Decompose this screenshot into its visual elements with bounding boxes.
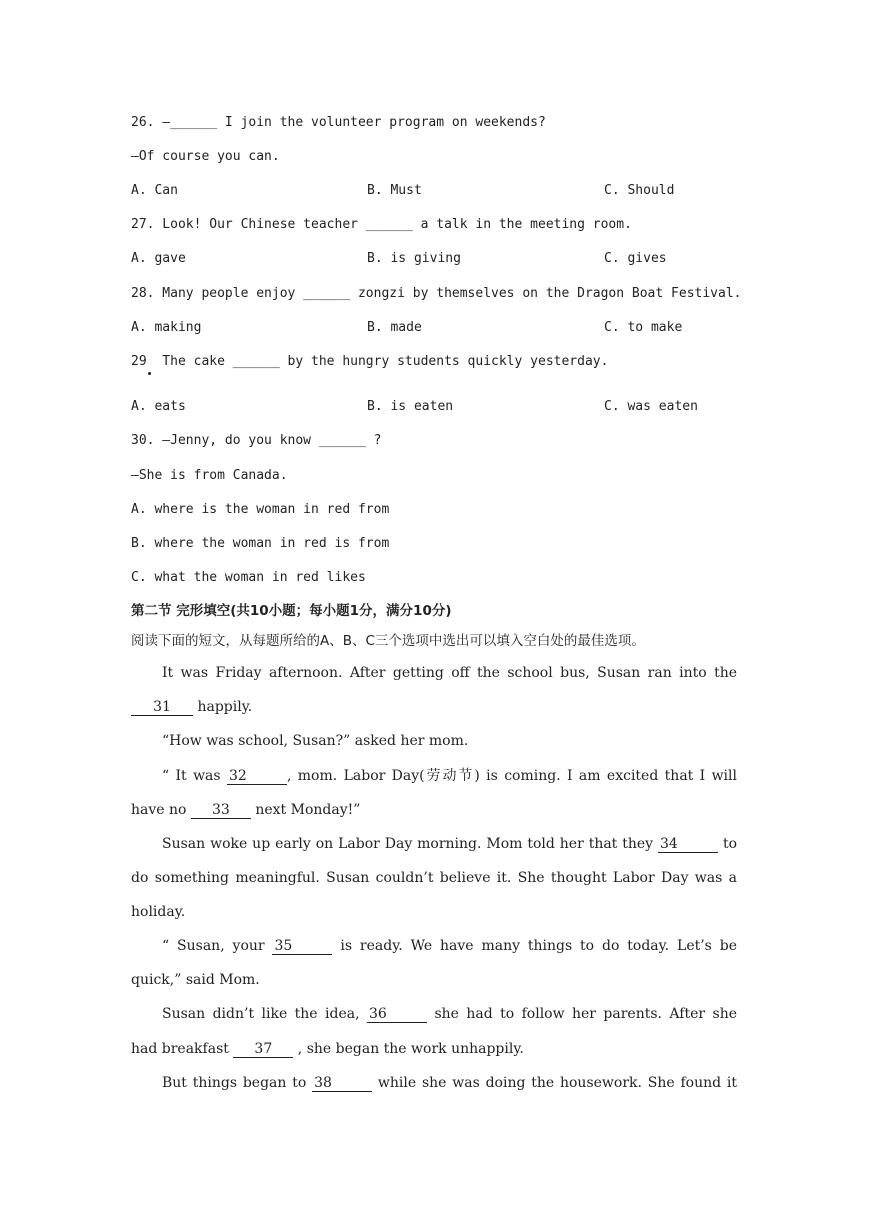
passage-line: It was Friday afternoon. After getting off the school bus, Susan ran into the [162,665,737,681]
passage-line: holiday. [131,904,186,920]
question-27-option-c: C. gives [604,251,667,266]
passage-line: quick,” said Mom. [131,972,260,988]
passage-line: “ It was 32 , mom. Labor Day(劳动节) is coming. I am excited that I will [162,768,737,784]
question-29-dot [148,372,151,375]
question-29-option-b: B. is eaten [367,399,454,414]
question-28-option-b: B. made [367,320,422,335]
question-28-option-c: C. to make [604,320,683,335]
passage-line: But things began to 38 while she was doing the housework. She found it [162,1075,737,1091]
question-26-reply: —Of course you can. [131,149,280,164]
question-29-option-a: A. eats [131,399,186,414]
blank-36: 36 [367,1007,427,1023]
passage-line: “How was school, Susan?” asked her mom. [162,733,469,749]
question-30-option-a: A. where is the woman in red from [131,502,390,517]
question-30-option-c: C. what the woman in red likes [131,570,366,585]
question-30-reply: —She is from Canada. [131,468,288,483]
question-30-stem: 30. —Jenny, do you know ______ ? [131,433,382,448]
question-26-option-b: B. Must [367,183,422,198]
blank-31: 31 [131,700,193,716]
blank-37: 37 [233,1042,293,1058]
question-30-option-b: B. where the woman in red is from [131,536,390,551]
question-27-stem: 27. Look! Our Chinese teacher ______ a talk in the meeting room. [131,217,632,232]
section-title: 第二节 完形填空(共10小题；每小题1分，满分10分) [131,603,452,619]
passage-line: Susan didn’t like the idea, 36 she had to follow her parents. After she [162,1006,737,1022]
question-26-option-a: A. Can [131,183,178,198]
passage-line: have no 33 next Monday!” [131,802,361,818]
question-29-option-c: C. was eaten [604,399,698,414]
passage-line: had breakfast 37 , she began the work unhappily. [131,1041,524,1057]
passage-line: do something meaningful. Susan couldn’t believe it. She thought Labor Day was a [131,870,737,886]
blank-34: 34 [658,837,718,853]
question-26-option-c: C. Should [604,183,675,198]
section-instruction: 阅读下面的短文，从每题所给的A、B、C三个选项中选出可以填入空白处的最佳选项。 [131,633,645,649]
question-29-stem: 29 The cake ______ by the hungry students quickly yesterday. [131,354,609,369]
question-28-option-a: A. making [131,320,202,335]
question-27-option-a: A. gave [131,251,186,266]
question-28-stem: 28. Many people enjoy ______ zongzi by themselves on the Dragon Boat Festival. [131,286,742,301]
passage-line: 31 happily. [131,698,737,716]
question-27-option-b: B. is giving [367,251,461,266]
question-26-stem: 26. —______ I join the volunteer program on weekends? [131,115,546,130]
passage-line: Susan woke up early on Labor Day morning. Mom told her that they 34 to [162,836,738,852]
blank-38: 38 [312,1076,372,1092]
blank-35: 35 [272,939,332,955]
passage-line: “ Susan, your 35 is ready. We have many things to do today. Let’s be [162,938,737,954]
blank-33: 33 [191,803,251,819]
blank-32: 32 [227,769,287,785]
